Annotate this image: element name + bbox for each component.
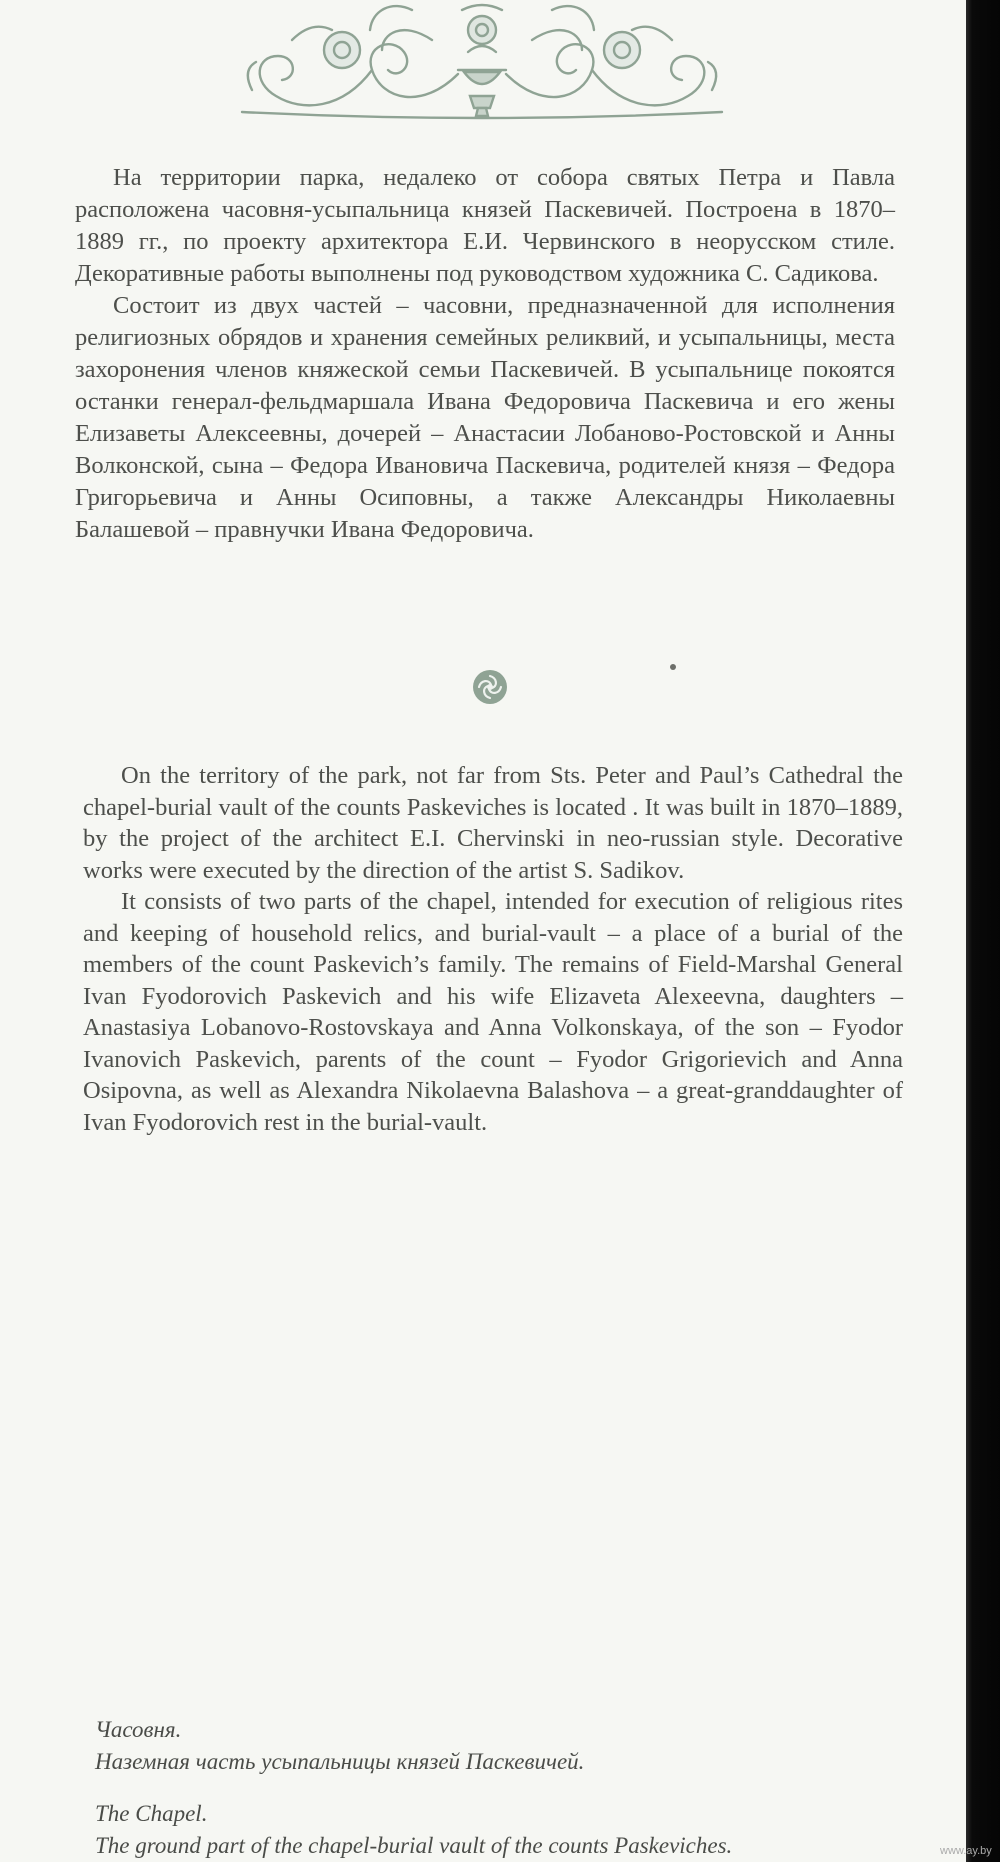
- russian-paragraph-2: Состоит из двух частей – часовни, предназначенной для исполнения религиозных обрядов и хранения семейных реликвий, и усыпальницы, места захоронения членов княжеской семьи Паскевичей. В усыпальнице покоятся останки генерал-фельдмаршала Ивана Федоровича Паскевича и его жены Елизаветы Алексеевны, дочерей – Анастасии Лобаново-Ростовской и Анны Волконской, сына – Федора Ивановича Паскевича, родителей князя – Федора Григорьевича и Анны Осиповны, а также Александры Николаевны Балашевой – правнучки Ивана Федоровича.: [75, 292, 895, 543]
- english-paragraph-1: On the territory of the park, not far from Sts. Peter and Paul’s Cathedral the chapel-burial vault of the counts Paskeviches is located . It was built in 1870–1889, by the project of the architect E.I. Chervinski in neo-russian style. Decorative works were executed by the direction of the artist S. Sadikov.: [83, 762, 903, 884]
- rosette-ornament-icon: [470, 667, 510, 707]
- russian-paragraph-1: На территории парка, недалеко от собора святых Петра и Павла расположена часовня-усыпальница князей Паскевичей. Построена в 1870–1889 гг., по проекту архитектора Е.И. Червинского в неорусском стиле. Декоративные работы выполнены под руководством художника С. Садикова.: [75, 164, 895, 287]
- english-text-block: [83, 760, 903, 1138]
- caption-ru-title: Часовня.: [95, 1717, 182, 1742]
- site-watermark: www.ay.by: [940, 1845, 992, 1857]
- russian-text-block: [75, 162, 895, 546]
- floral-vase-ornament-icon: [232, 0, 732, 120]
- photo-caption: [95, 1714, 955, 1862]
- print-speck: [670, 664, 676, 670]
- scan-dark-edge: [966, 0, 1000, 1862]
- caption-en-subtitle: The ground part of the chapel-burial vault of the counts Paskeviches.: [95, 1833, 733, 1858]
- english-paragraph-2: It consists of two parts of the chapel, intended for execution of religious rites and keeping of household relics, and burial-vault – a place of a burial of the members of the count Paskevich’s family. The remains of Field-Marshal General Ivan Fyodorovich Paskevich and his wife Elizaveta Alexeevna, daughters – Anastasiya Lobanovo-Rostovskaya and Anna Volkonskaya, of the son – Fyodor Ivanovich Paskevich, parents of the count – Fyodor Grigorievich and Anna Osipovna, as well as Alexandra Nikolaevna Balashova – a great-granddaughter of Ivan Fyodorovich rest in the burial-vault.: [83, 888, 903, 1136]
- caption-ru-subtitle: Наземная часть усыпальницы князей Паскевичей.: [95, 1749, 585, 1774]
- caption-en-title: The Chapel.: [95, 1801, 208, 1826]
